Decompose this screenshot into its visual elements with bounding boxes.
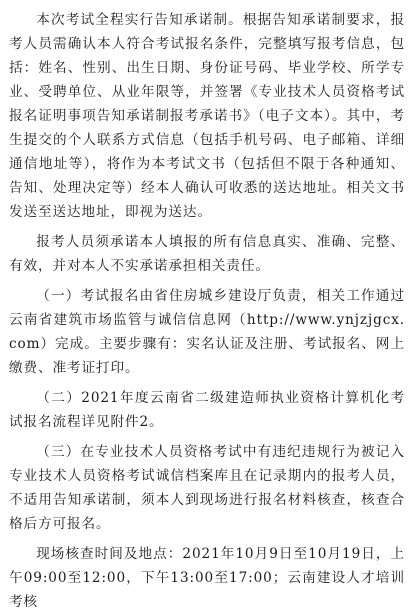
paragraph-onsite-verification: （三）在专业技术人员资格考试中有违纪违规行为被记入专业技术人员资格考试诚信档案库且在记录期内的报考人员，不适用告知承诺制，须本人到现场进行报名材料核查，核查合格后方可报名。 bbox=[9, 444, 405, 532]
paragraph-commitment-system: 本次考试全程实行告知承诺制。根据告知承诺制要求，报考人员需确认本人符合考试报名条件，完整填写报考信息，包括：姓名、性别、出生日期、身份证号码、毕业学校、所学专业、受聘单位、从业年限等，并签署《专业技术人员资格考试报名证明事项告知承诺制报考承诺书》（电子文本）。其中，考生提交的个人联系方式信息（包括手机号码、电子邮箱、详细通信地址等），将作为本考试文书（包括但不限于各种通知、告知、处理决定等）经本人确认可收悉的送达地址。相关文书发送至送达地址，即视为送达。 bbox=[9, 12, 405, 220]
paragraph-verification-time-place: 现场核查时间及地点：2021年10月9日至10月19日，上午09:00至12:00，下午13:00至17:00；云南建设人才培训考核 bbox=[9, 546, 405, 610]
paragraph-registration-process: （二）2021年度云南省二级建造师执业资格计算机化考试报名流程详见附件2。 bbox=[9, 390, 405, 430]
paragraph-applicant-responsibility: 报考人员须承诺本人填报的所有信息真实、准确、完整、有效，并对本人不实承诺承担相关责任。 bbox=[9, 234, 405, 274]
paragraph-registration-site: （一）考试报名由省住房城乡建设厅负责，相关工作通过云南省建筑市场监管与诚信信息网（http://www.ynjzjgcx.com）完成。主要步骤有：实名认证及注册、考试报名、网上缴费、准考证打印。 bbox=[9, 288, 405, 376]
